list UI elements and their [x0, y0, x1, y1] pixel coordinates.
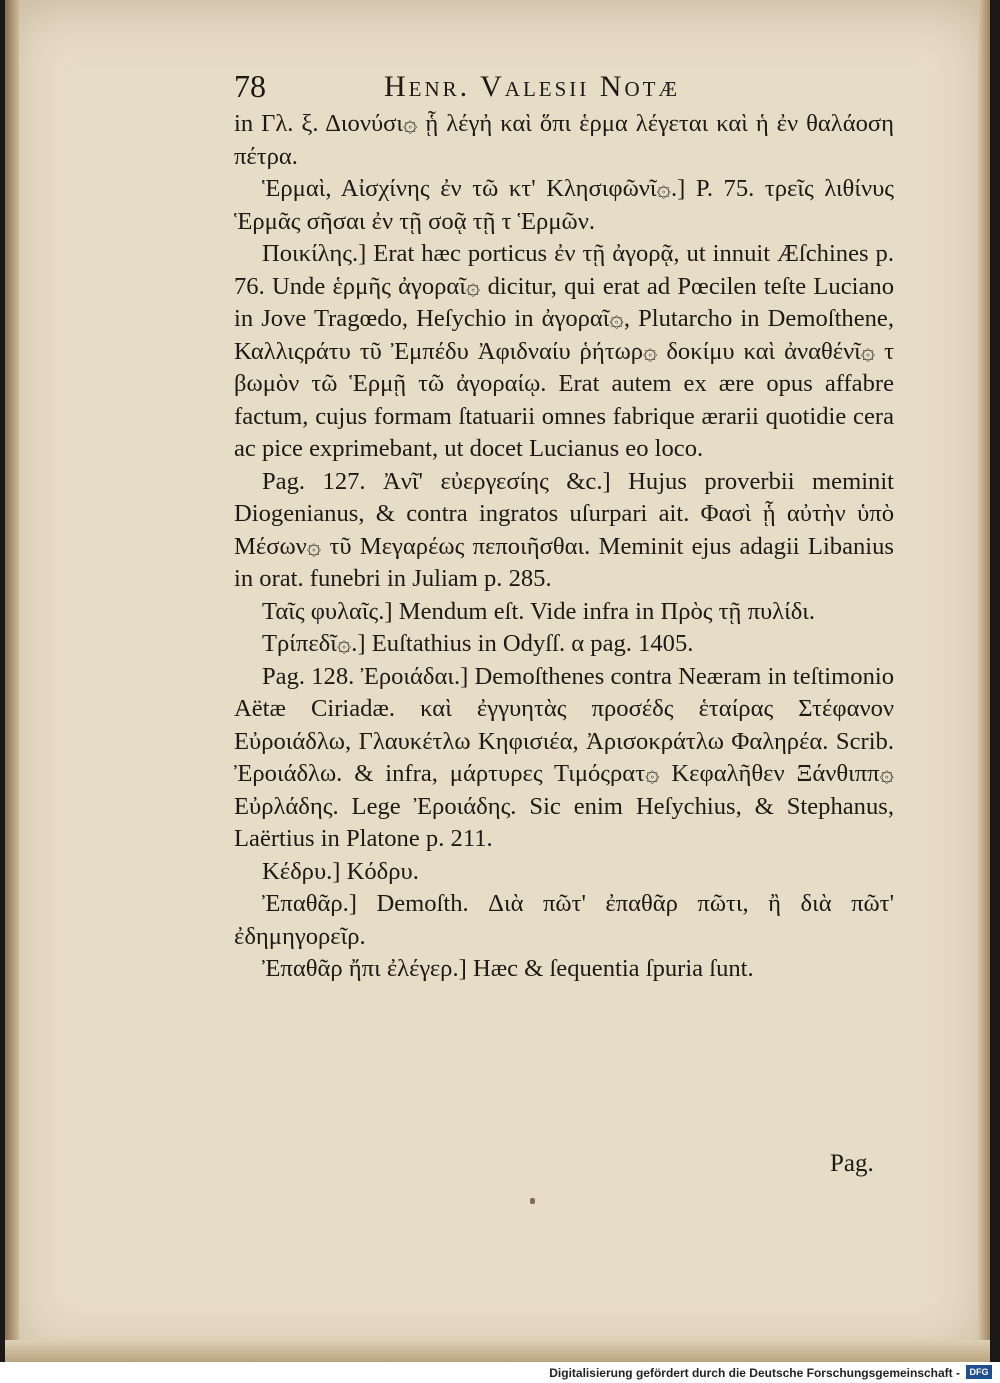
running-head: Henr. Valesii Notæ: [384, 70, 681, 103]
catchword: Pag.: [830, 1150, 874, 1177]
paragraph: in Γλ. ξ. Διονύσι۞ ᾗ λέγἠ καὶ ὅπι ἑρμα λέγεται καὶ ἡ ἐν θαλάοση πέτρα.: [234, 110, 894, 170]
paragraph: Ποικίλης.] Erat hæc porticus ἐν τῇ ἀγορᾷ, ut innuit Æſchines p. 76. Unde ἑρμῆς ἀγοραῖ۞ dicitur, qui erat ad Pœcilen teſte Luciano in Jove Tragœdo, Heſychio in ἀγοραῖ۞, Plutarcho in Demoſthene, Καλλιςράτυ τῦ Ἐμπέδυ Ἀφιδναίυ ῥήτωρ۞ δοκίμυ καὶ ἀναθένῖ۞ τ βωμὸν τῶ Ἑρμῇ τῶ ἀγοραίῳ. Erat autem ex ære opus affabre factum, cujus formam ſtatuarii omnes fabrique ærarii quotidie cera ac pice exprimebant, ut docet Lucianus eo loco.: [234, 240, 894, 462]
paragraph: Ἐπαθᾶρ ἤπι ἐλέγερ.] Hæc & ſequentia ſpuria ſunt.: [262, 955, 754, 982]
paragraph: Ἑρμαὶ, Αἰσχίνης ἐν τῶ κτ' Κλησιφῶνῖ۞.] P. 75. τρεῖς λιθίνυς Ἑρμᾶς σῆσαι ἐν τῇ σοᾷ τῇ τ Ἑρμῶν.: [234, 175, 894, 235]
page-header: [234, 68, 902, 108]
page-gutter: [5, 0, 19, 1362]
paragraph: Pag. 128. Ἐροιάδαι.] Demoſthenes contra Neæram in teſtimonio Aëtæ Ciriadæ. καὶ ἐγγυητὰς προσέδς ἑταίρας Στέφανον Εὐροιάδλω, Γλαυκέτλω Κηφισιέα, Ἀρισοκράτλω Φαληρέα. Scrib. Ἐροιάδλω. & infra, μάρτυρες Τιμόςρατ۞ Κεφαλῆθεν Ξάνθιππ۞ Εὐρλάδης. Lege Ἐροιάδης. Sic enim Heſychius, & Stephanus, Laërtius in Platone p. 211.: [234, 662, 894, 852]
page-bottom-edge: [5, 1340, 990, 1362]
paragraph: Pag. 127. Ἀνῖ' εὐεργεσίης &c.] Hujus proverbii meminit Diogenianus, & contra ingratos uſurpari ait. Φασὶ ᾗ αὐτὴν ὑπὸ Μέσων۞ τῦ Μεγαρέως πεποιῆσθαι. Meminit ejus adagii Libanius in orat. funebri in Juliam p. 285.: [234, 467, 894, 592]
page-body: [234, 108, 894, 986]
paragraph: Τρίπεδῖ۞.] Euſtathius in Odyſſ. α pag. 1405.: [262, 630, 694, 657]
page-number: 78: [234, 68, 266, 104]
footer-credit: Digitalisierung gefördert durch die Deutsche Forschungsgemeinschaft -: [549, 1366, 960, 1380]
page-fore-edge: [978, 0, 990, 1362]
dfg-logo-icon: DFG: [966, 1365, 992, 1379]
signature-mark: [530, 1198, 535, 1204]
paragraph: Ἐπαθᾶρ.] Demoſth. Διὰ πῶτ' ἐπαθᾶρ πῶτι, ἢ διὰ πῶτ' ἐδημηγορεῖρ.: [234, 890, 894, 950]
paragraph: Ταῖς φυλαῖς.] Mendum eſt. Vide infra in Πρὸς τῇ πυλίδι.: [262, 597, 816, 625]
paragraph: Κέδρυ.] Κόδρυ.: [262, 857, 419, 885]
